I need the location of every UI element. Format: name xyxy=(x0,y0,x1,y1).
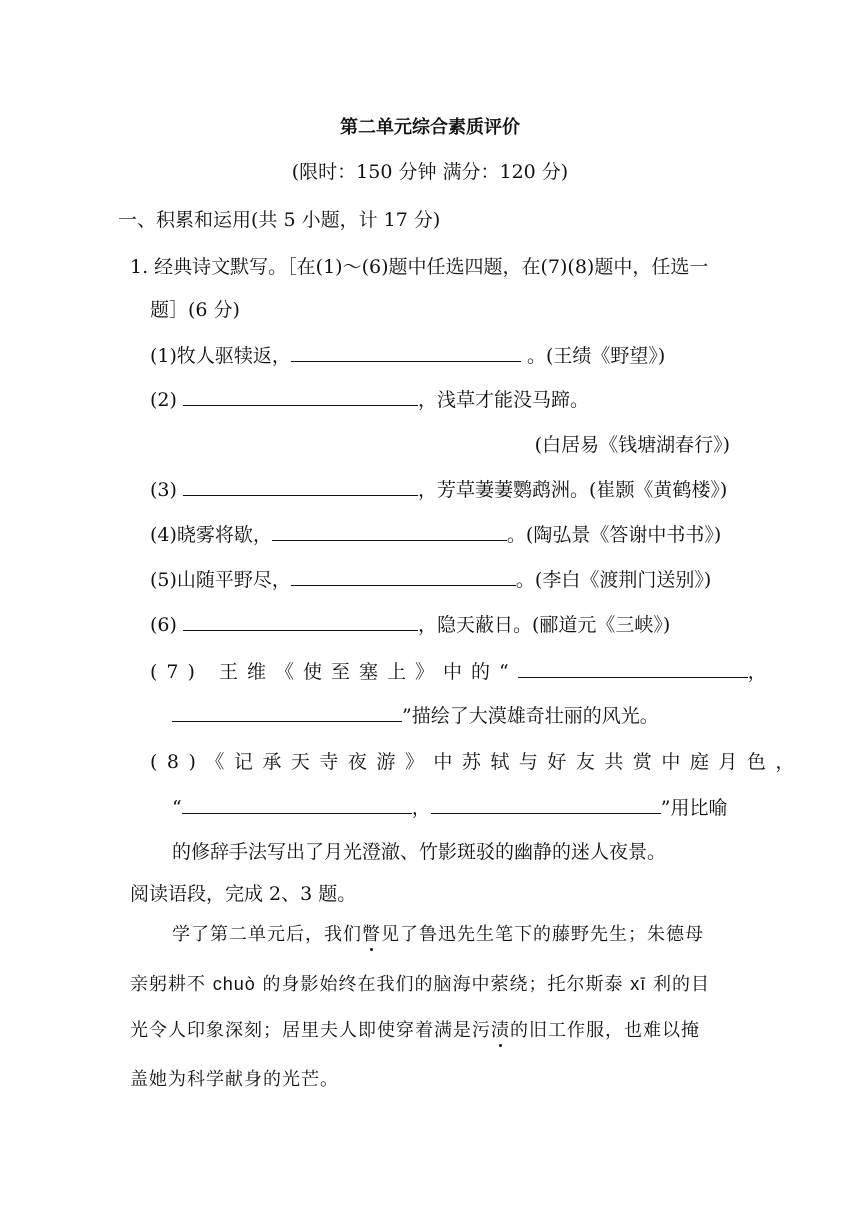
poem-item-3 xyxy=(150,477,727,502)
pinyin-xi: xī xyxy=(630,974,647,994)
answer-blank-7a[interactable] xyxy=(518,659,748,678)
item-7-suffix: ”描绘了大漠雄奇壮丽的风光。 xyxy=(402,705,659,727)
poem-item-8-line3: 的修辞手法写出了月光澄澈、竹影斑驳的幽静的迷人夜景。 xyxy=(172,841,667,863)
item-8-open-quote: “ xyxy=(172,797,182,819)
item-6-prefix: (6) xyxy=(150,614,183,636)
item-2-prefix: (2) xyxy=(150,389,183,411)
reading-instruction: 阅读语段，完成 2、3 题。 xyxy=(130,883,357,905)
poem-item-4 xyxy=(150,522,721,547)
answer-blank-8b[interactable] xyxy=(431,795,661,814)
question-1-stem-continued: 题］(6 分) xyxy=(150,299,240,321)
item-8-suffix: ”用比喻 xyxy=(660,797,728,819)
emphasis-dotted-char: 瞥 xyxy=(362,924,381,945)
item-3-prefix: (3) xyxy=(150,479,183,501)
passage-line-4: 盖她为科学献身的光芒。 xyxy=(130,1069,339,1090)
item-7-comma: ， xyxy=(747,661,767,683)
passage-text: 利的目 xyxy=(646,974,710,995)
answer-blank-7b[interactable] xyxy=(172,703,402,722)
question-1-stem: 1. 经典诗文默写。［在(1)～(6)题中任选四题，在(7)(8)题中，任选一 xyxy=(130,256,709,278)
pinyin-chuo: chuò xyxy=(212,974,256,994)
page-title: 第二单元综合素质评价 xyxy=(340,117,520,138)
poem-item-7-line2 xyxy=(172,703,659,728)
item-4-suffix: 。(陶弘景《答谢中书书》) xyxy=(506,524,722,546)
passage-line-1 xyxy=(172,923,704,947)
item-2-source: (白居易《钱塘湖春行》) xyxy=(534,434,730,456)
poem-item-1 xyxy=(150,343,665,368)
item-5-prefix: (5)山随平野尽， xyxy=(150,569,291,591)
poem-item-7-line1 xyxy=(150,659,767,684)
passage-text: 亲躬耕不 xyxy=(130,974,213,995)
passage-text: 的身影始终在我们的脑海中萦绕；托尔斯泰 xyxy=(255,974,631,995)
answer-blank-5[interactable] xyxy=(291,567,516,586)
item-5-suffix: 。(李白《渡荆门送别》) xyxy=(515,569,712,591)
item-1-suffix: 。(王绩《野望》) xyxy=(520,345,666,367)
poem-item-8-line1: (8)《记承天寺夜游》中苏轼与好友共赏中庭月色， xyxy=(150,751,804,773)
item-1-prefix: (1)牧人驱犊返， xyxy=(150,345,291,367)
passage-line-3 xyxy=(130,1019,700,1043)
passage-line-2 xyxy=(130,972,710,997)
passage-text: 学了第二单元后，我们 xyxy=(172,924,362,945)
item-4-prefix: (4)晓雾将歇， xyxy=(150,524,272,546)
passage-text: 的旧工作服，也难以掩 xyxy=(510,1020,700,1041)
answer-blank-8a[interactable] xyxy=(182,795,412,814)
item-8-comma: ， xyxy=(411,797,431,819)
passage-text: 见了鲁迅先生笔下的藤野先生；朱德母 xyxy=(381,924,704,945)
answer-blank-3[interactable] xyxy=(183,477,418,496)
poem-item-8-line2 xyxy=(172,795,727,820)
exam-time-score: (限时：150 分钟 满分：120 分) xyxy=(291,161,569,183)
answer-blank-2[interactable] xyxy=(183,387,418,406)
answer-blank-4[interactable] xyxy=(272,522,507,541)
passage-text: 光令人印象深刻；居里夫人即使穿着满是污 xyxy=(130,1020,491,1041)
answer-blank-1[interactable] xyxy=(291,343,521,362)
answer-blank-6[interactable] xyxy=(183,612,418,631)
item-3-suffix: ，芳草萋萋鹦鹉洲。(崔颢《黄鹤楼》) xyxy=(417,479,728,501)
emphasis-dotted-char: 渍 xyxy=(491,1020,510,1041)
poem-item-6 xyxy=(150,612,670,637)
item-2-suffix: ，浅草才能没马蹄。 xyxy=(417,389,589,411)
poem-item-5 xyxy=(150,567,711,592)
item-7-prefix: (7) 王维《使至塞上》中的“ xyxy=(150,661,518,683)
item-6-suffix: ，隐天蔽日。(郦道元《三峡》) xyxy=(417,614,671,636)
section-heading: 一、积累和运用(共 5 小题，计 17 分) xyxy=(118,209,441,231)
poem-item-2 xyxy=(150,387,589,412)
